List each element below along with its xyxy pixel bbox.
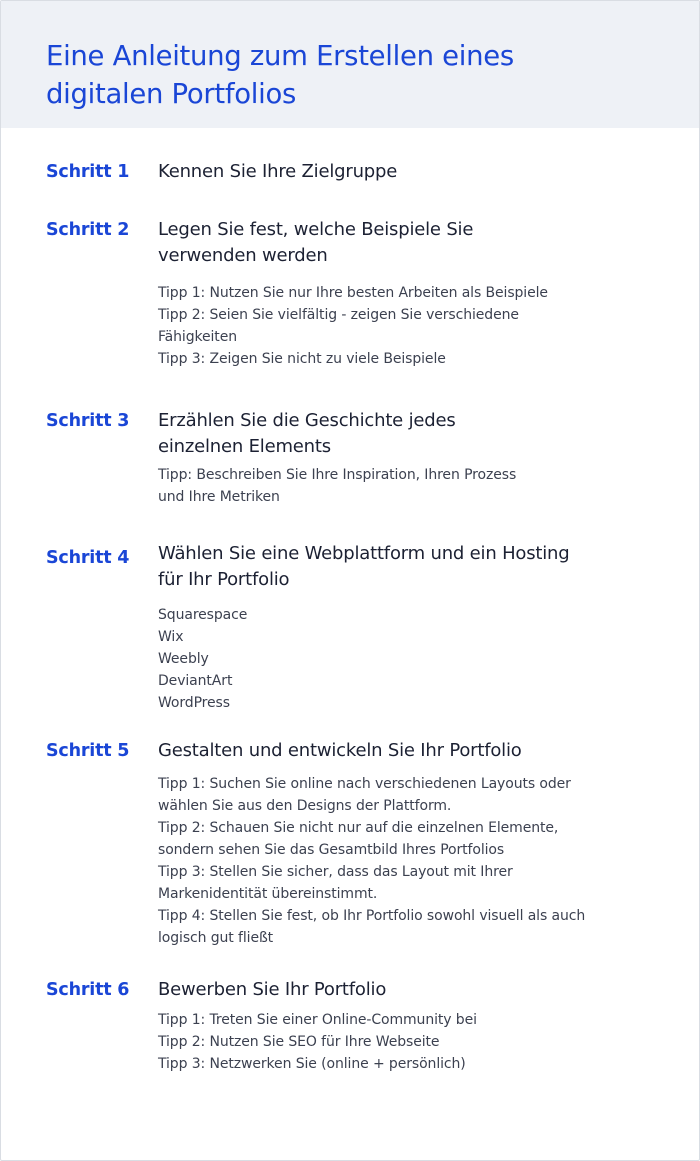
page-title-line-2: digitalen Portfolios (46, 78, 297, 110)
tip-line: Tipp 3: Zeigen Sie nicht zu viele Beispiele (158, 351, 446, 367)
step-heading-line-1: Erzählen Sie die Geschichte jedes (158, 410, 456, 431)
page-title (46, 37, 606, 113)
step-heading (158, 408, 618, 459)
tip-line: Fähigkeiten (158, 329, 237, 345)
step-body (158, 159, 618, 185)
platform-item: Weebly (158, 651, 209, 667)
step-heading-line-1: Wählen Sie eine Webplattform und ein Hosting (158, 543, 570, 564)
step-label: Schritt 5 (46, 741, 130, 761)
tip-line: logisch gut fließt (158, 929, 274, 946)
tip-line: Tipp 3: Stellen Sie sicher, dass das Layout mit Ihrer (158, 863, 513, 880)
step-heading-line-2: einzelnen Elements (158, 435, 331, 457)
tip-line: Tipp 2: Schauen Sie nicht nur auf die einzelnen Elemente, (158, 819, 559, 836)
tip-line: Tipp 4: Stellen Sie fest, ob Ihr Portfolio sowohl visuell als auch (158, 907, 586, 924)
page-title-line-1: Eine Anleitung zum Erstellen eines (46, 40, 514, 72)
tip-line: Markenidentität übereinstimmt. (158, 885, 378, 902)
step-label: Schritt 1 (46, 162, 130, 182)
step-label: Schritt 3 (46, 411, 130, 431)
step-heading (158, 217, 618, 268)
step-heading (158, 159, 618, 185)
step-heading (158, 541, 618, 592)
step-label: Schritt 2 (46, 220, 130, 240)
step-tips (158, 1009, 618, 1075)
tip-line: Tipp: Beschreiben Sie Ihre Inspiration, Ihren Prozess (158, 467, 517, 483)
platform-item: WordPress (158, 695, 230, 711)
tip-line: Tipp 1: Treten Sie einer Online-Community bei (158, 1011, 477, 1028)
step-body (158, 217, 618, 370)
platform-item: Squarespace (158, 607, 248, 623)
step-body (158, 541, 618, 714)
tip-line: Tipp 3: Netzwerken Sie (online + persönlich) (158, 1055, 466, 1072)
step-label: Schritt 6 (46, 980, 130, 1000)
step-tips (158, 282, 618, 370)
step-body (158, 408, 618, 508)
step-heading-line-1: Kennen Sie Ihre Zielgruppe (158, 161, 398, 182)
header-banner (1, 1, 699, 128)
platform-item: DeviantArt (158, 673, 233, 689)
tip-line: wählen Sie aus den Designs der Plattform. (158, 797, 452, 814)
step-label: Schritt 4 (46, 548, 130, 568)
step-body (158, 738, 628, 949)
step-body (158, 977, 618, 1075)
step-tips (158, 464, 618, 508)
tip-line: sondern sehen Sie das Gesamtbild Ihres Portfolios (158, 841, 505, 858)
step-heading-line-1: Legen Sie fest, welche Beispiele Sie (158, 219, 474, 240)
step-heading-line-2: verwenden werden (158, 244, 328, 266)
tip-line: Tipp 1: Suchen Sie online nach verschiedenen Layouts oder (158, 775, 571, 792)
platform-list (158, 604, 618, 714)
step-heading (158, 738, 628, 764)
tip-line: Tipp 1: Nutzen Sie nur Ihre besten Arbeiten als Beispiele (158, 285, 548, 301)
tip-line: und Ihre Metriken (158, 489, 280, 505)
step-tips (158, 773, 628, 949)
platform-item: Wix (158, 629, 184, 645)
step-heading-line-2: für Ihr Portfolio (158, 568, 290, 590)
tip-line: Tipp 2: Seien Sie vielfältig - zeigen Sie verschiedene (158, 307, 519, 323)
step-heading-line-1: Gestalten und entwickeln Sie Ihr Portfolio (158, 740, 522, 761)
tip-line: Tipp 2: Nutzen Sie SEO für Ihre Webseite (158, 1033, 440, 1050)
step-heading (158, 977, 618, 1003)
step-heading-line-1: Bewerben Sie Ihr Portfolio (158, 979, 387, 1000)
